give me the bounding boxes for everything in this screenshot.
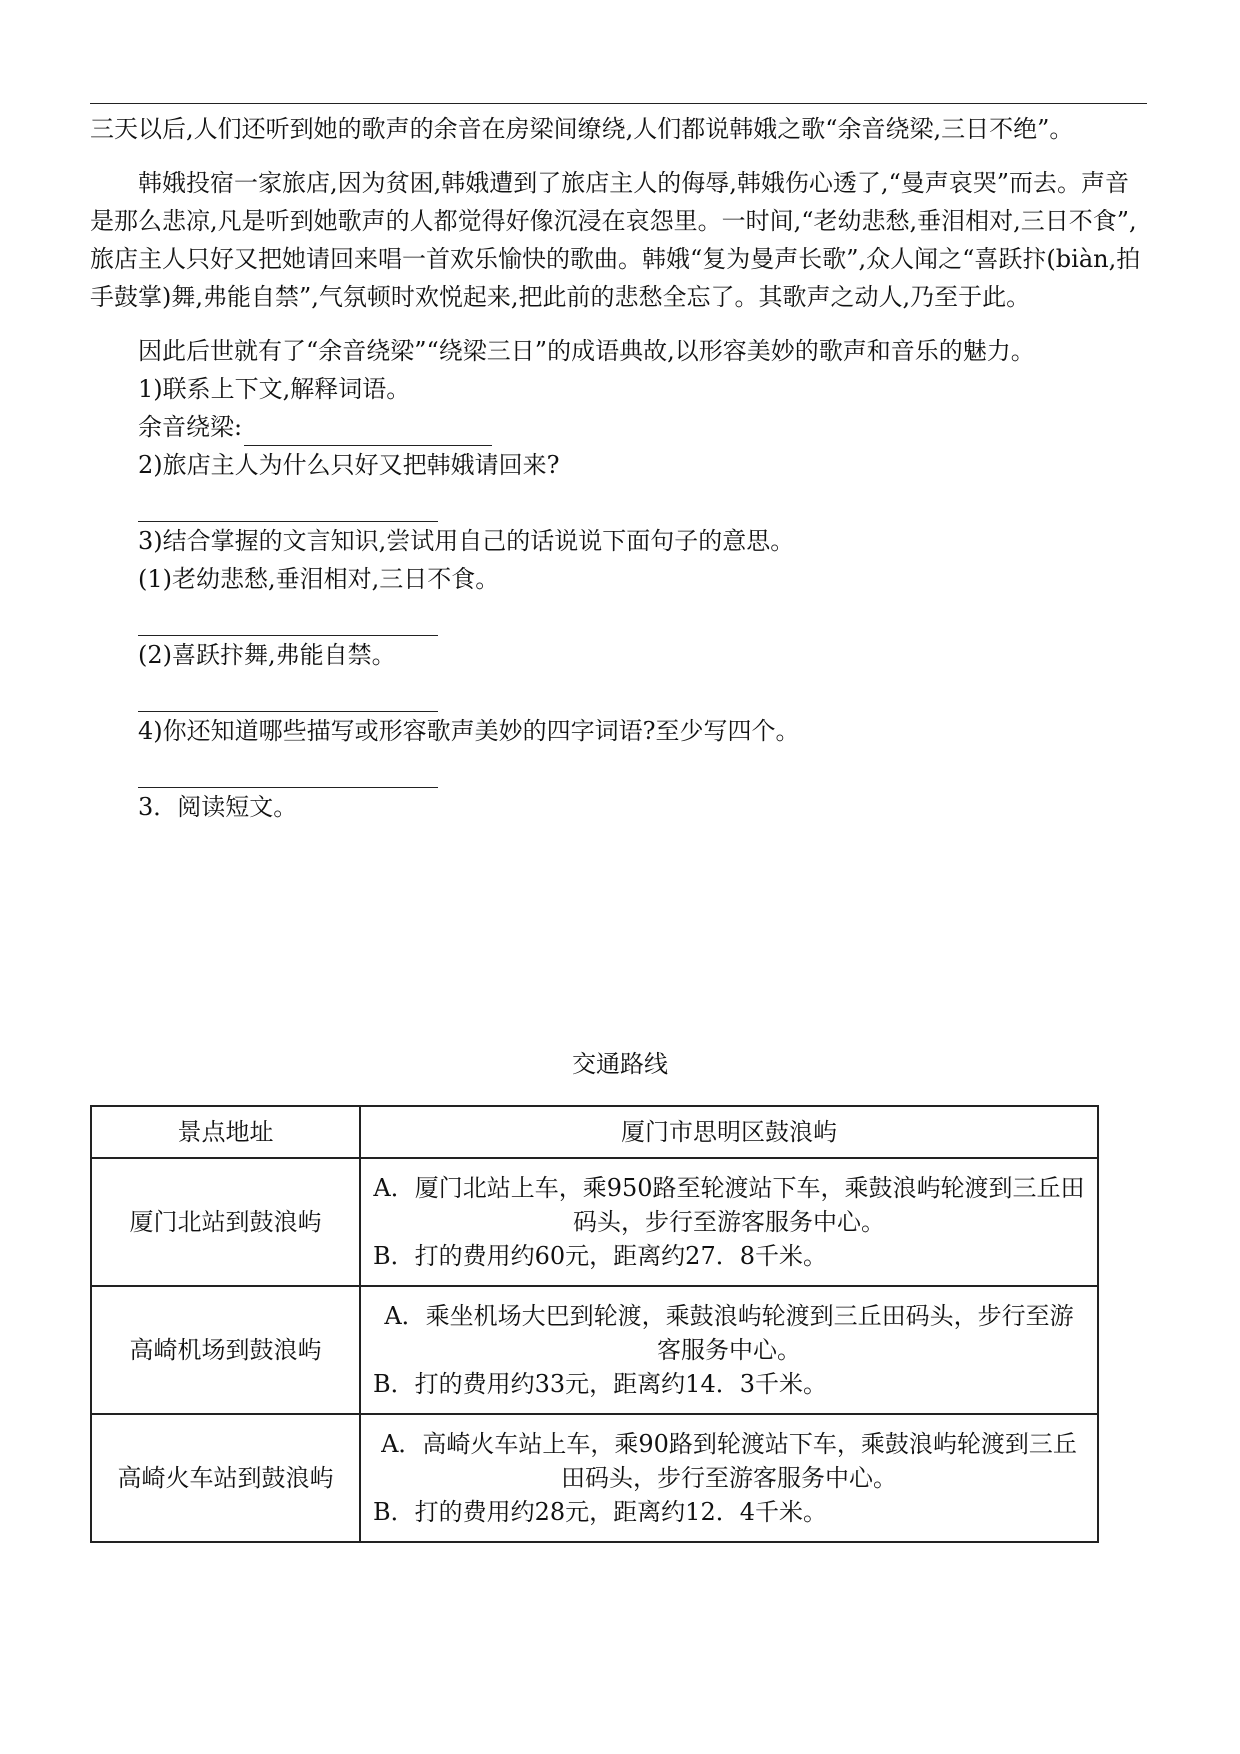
answer-row-q3-1 [90, 598, 1150, 636]
table-row [91, 1414, 1098, 1542]
answer-blank-q3-1[interactable] [138, 607, 438, 636]
section-3-heading: 3．阅读短文。 [138, 793, 298, 821]
question-1: 1)联系上下文,解释词语。 [138, 375, 411, 403]
route-name: 高崎机场到鼓浪屿 [91, 1286, 360, 1414]
top-rule [90, 103, 1147, 104]
table-header-row [91, 1106, 1098, 1158]
table-header-left: 景点地址 [91, 1106, 360, 1158]
question-4: 4)你还知道哪些描写或形容歌声美妙的四字词语?至少写四个。 [138, 717, 800, 745]
answer-blank-q1[interactable] [244, 417, 492, 446]
route-detail [360, 1158, 1098, 1286]
question-3: 3)结合掌握的文言知识,尝试用自己的话说说下面句子的意思。 [138, 527, 795, 555]
route-option-b: B．打的费用约28元，距离约12．4千米。 [373, 1498, 827, 1526]
question-3-2: (2)喜跃抃舞,弗能自禁。 [138, 641, 396, 669]
route-option-a: A．高崎火车站上车，乘90路到轮渡站下车，乘鼓浪屿轮渡到三丘田码头，步行至游客服务中心。 [381, 1430, 1077, 1492]
passage-paragraph-3: 因此后世就有了“余音绕梁”“绕梁三日”的成语典故,以形容美妙的歌声和音乐的魅力。 [138, 337, 1035, 365]
question-3-1: (1)老幼悲愁,垂泪相对,三日不食。 [138, 565, 500, 593]
answer-blank-q4[interactable] [138, 759, 438, 788]
route-option-b: B．打的费用约33元，距离约14．3千米。 [373, 1370, 827, 1398]
passage-block [90, 110, 1150, 826]
route-table-title: 交通路线 [572, 1050, 668, 1078]
table-row [91, 1158, 1098, 1286]
table-header-right: 厦门市思明区鼓浪屿 [360, 1106, 1098, 1158]
question-1-term-row [90, 408, 1150, 446]
route-detail [360, 1286, 1098, 1414]
answer-blank-q2[interactable] [138, 493, 438, 522]
route-table [90, 1105, 1099, 1543]
question-1-term: 余音绕梁: [138, 413, 243, 441]
answer-row-q3-2 [90, 674, 1150, 712]
table-row [91, 1286, 1098, 1414]
route-option-b: B．打的费用约60元，距离约27．8千米。 [373, 1242, 827, 1270]
answer-row-q4 [90, 750, 1150, 788]
route-name: 高崎火车站到鼓浪屿 [91, 1414, 360, 1542]
route-option-a: A．厦门北站上车，乘950路至轮渡站下车，乘鼓浪屿轮渡到三丘田码头，步行至游客服务中心。 [373, 1174, 1085, 1236]
passage-line-1: 三天以后,人们还听到她的歌声的余音在房梁间缭绕,人们都说韩娥之歌“余音绕梁,三日不绝”。 [90, 115, 1074, 143]
answer-blank-q3-2[interactable] [138, 683, 438, 712]
route-detail [360, 1414, 1098, 1542]
question-2: 2)旅店主人为什么只好又把韩娥请回来? [138, 451, 560, 479]
answer-row-q2 [90, 484, 1150, 522]
route-name: 厦门北站到鼓浪屿 [91, 1158, 360, 1286]
route-option-a: A．乘坐机场大巴到轮渡，乘鼓浪屿轮渡到三丘田码头，步行至游客服务中心。 [384, 1302, 1074, 1364]
passage-paragraph-2: 韩娥投宿一家旅店,因为贫困,韩娥遭到了旅店主人的侮辱,韩娥伤心透了,“曼声哀哭”而去。声音是那么悲凉,凡是听到她歌声的人都觉得好像沉浸在哀怨里。一时间,“老幼悲愁,垂泪相对,三日不食”,旅店主人只好又把她请回来唱一首欢乐愉快的歌曲。韩娥“复为曼声长歌”,众人闻之“喜跃抃(biàn,拍手鼓掌)舞,弗能自禁”,气氛顿时欢悦起来,把此前的悲愁全忘了。其歌声之动人,乃至于此。 [90, 169, 1141, 311]
